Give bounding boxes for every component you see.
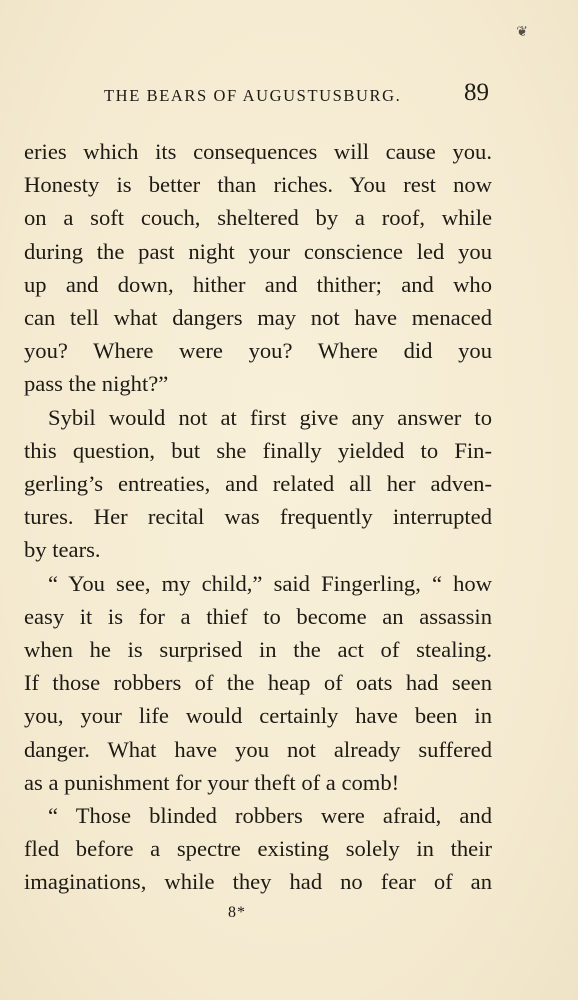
text-line-6: can tell what dangers may not have menaced: [24, 305, 492, 331]
text-line-21: “ Those blinded robbers were afraid, and: [48, 803, 492, 829]
text-line-16: when he is surprised in the act of stealing.: [24, 637, 492, 663]
text-line-17: If those robbers of the heap of oats had seen: [24, 670, 492, 696]
text-line-4: during the past night your conscience led you: [24, 238, 492, 264]
body-text: [24, 135, 492, 899]
text-line-12: tures. Her recital was frequently interrupted: [24, 504, 492, 530]
text-line-2: Honesty is better than riches. You rest now: [24, 172, 492, 198]
text-line-14: “ You see, my child,” said Fingerling, “ how: [48, 570, 492, 596]
text-line-22: fled before a spectre existing solely in their: [24, 836, 492, 862]
text-line-9: Sybil would not at first give any answer to: [48, 404, 492, 430]
text-line-18: you, your life would certainly have been in: [24, 703, 492, 729]
text-line-13: by tears.: [24, 537, 101, 563]
text-line-7: you? Where were you? Where did you: [24, 338, 492, 364]
corner-ornament: ❦: [516, 25, 528, 40]
page-number: 89: [464, 79, 489, 106]
text-line-3: on a soft couch, sheltered by a roof, while: [24, 205, 492, 231]
signature-mark: 8*: [228, 904, 246, 921]
text-line-5: up and down, hither and thither; and who: [24, 271, 492, 297]
text-line-10: this question, but she finally yielded to Fin-: [24, 437, 492, 463]
text-line-15: easy it is for a thief to become an assassin: [24, 603, 492, 629]
text-line-8: pass the night?”: [24, 371, 169, 397]
text-line-23: imaginations, while they had no fear of an: [24, 869, 492, 895]
text-line-11: gerling’s entreaties, and related all her adven-: [24, 471, 492, 497]
text-line-19: danger. What have you not already suffered: [24, 736, 492, 762]
running-head: THE BEARS OF AUGUSTUSBURG.: [104, 86, 402, 105]
text-line-20: as a punishment for your theft of a comb!: [24, 769, 400, 795]
text-line-1: eries which its consequences will cause you.: [24, 139, 492, 164]
